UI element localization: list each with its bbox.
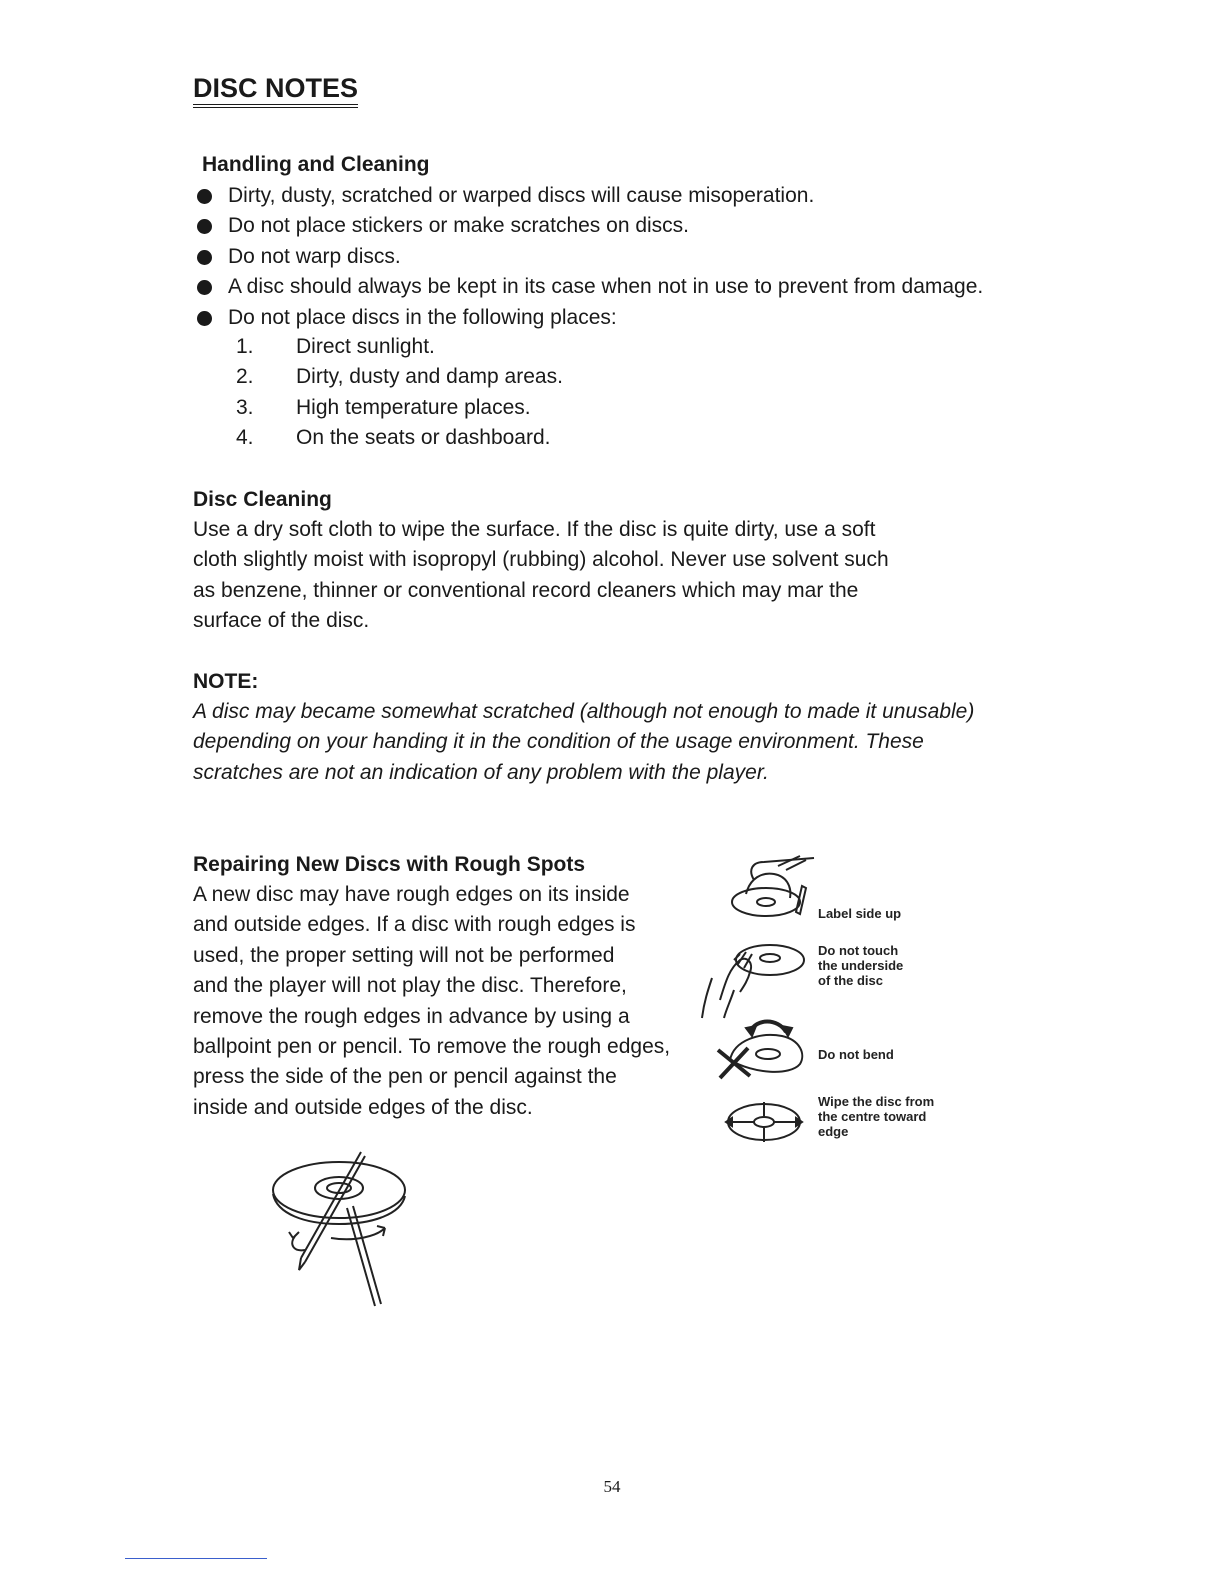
note-paragraph	[193, 697, 1013, 788]
label-side-up-icon	[732, 856, 814, 916]
list-text: Direct sunlight.	[296, 335, 435, 358]
text-line: and the player will not play the disc. Therefore,	[193, 974, 627, 998]
repair-paragraph	[193, 880, 693, 1123]
text-line: surface of the disc.	[193, 609, 370, 633]
repair-heading: Repairing New Discs with Rough Spots	[193, 853, 586, 876]
text-line: scratches are not an indication of any problem with the player.	[193, 760, 769, 784]
list-number: 4.	[236, 426, 254, 450]
footer-rule	[125, 1558, 267, 1559]
text-line: ballpoint pen or pencil. To remove the rough edges,	[193, 1035, 671, 1059]
list-item: A disc should always be kept in its case when not in use to prevent from damage.	[195, 272, 983, 302]
text-line: cloth slightly moist with isopropyl (rubbing) alcohol. Never use solvent such	[193, 548, 889, 572]
caption-line: Wipe the disc from	[818, 1094, 935, 1109]
list-text: Dirty, dusty and damp areas.	[296, 365, 563, 389]
text-line: depending on your handing it in the condition of the usage environment. These	[193, 730, 924, 754]
caption-line: of the disc	[818, 973, 884, 988]
list-number: 1.	[236, 335, 254, 358]
page-title: DISC NOTES	[193, 72, 358, 108]
list-item: Dirty, dusty, scratched or warped discs will cause misoperation.	[195, 181, 983, 211]
wipe-disc-icon	[726, 1102, 802, 1142]
text-line: A new disc may have rough edges on its inside	[193, 883, 630, 906]
list-item: Do not warp discs.	[195, 242, 983, 272]
list-item: Do not place stickers or make scratches on discs.	[195, 211, 983, 241]
cleaning-heading: Disc Cleaning	[193, 488, 332, 511]
caption-line: the centre toward	[818, 1109, 927, 1124]
list-number: 2.	[236, 365, 254, 389]
caption-line: the underside	[818, 958, 904, 973]
label-side-up-caption: Label side up	[818, 906, 902, 921]
note-heading: NOTE:	[193, 670, 259, 693]
do-not-touch-caption	[818, 943, 903, 988]
places-list	[236, 332, 563, 454]
list-item	[236, 393, 563, 423]
list-item: Do not place discs in the following places:	[195, 303, 983, 333]
text-line: inside and outside edges of the disc.	[193, 1095, 533, 1119]
list-text: High temperature places.	[296, 395, 531, 419]
do-not-bend-icon	[718, 1022, 802, 1079]
list-text: On the seats or dashboard.	[296, 426, 551, 450]
wipe-caption	[818, 1094, 934, 1139]
handling-heading: Handling and Cleaning	[202, 153, 430, 176]
text-line: press the side of the pen or pencil against the	[193, 1065, 617, 1089]
handling-bullet-list	[195, 181, 983, 333]
do-not-touch-icon	[702, 945, 804, 1018]
text-line: and outside edges. If a disc with rough edges is	[193, 913, 636, 937]
text-line: remove the rough edges in advance by using a	[193, 1004, 630, 1028]
caption-line: edge	[818, 1124, 849, 1139]
list-item	[236, 362, 563, 392]
list-item	[236, 332, 563, 362]
text-line: Use a dry soft cloth to wipe the surface. If the disc is quite dirty, use a soft	[193, 518, 876, 541]
do-not-bend-caption: Do not bend	[818, 1047, 894, 1062]
disc-pen-icon	[265, 1148, 425, 1318]
list-item	[236, 423, 563, 453]
caption-line: Do not touch	[818, 943, 899, 958]
text-line: as benzene, thinner or conventional record cleaners which may mar the	[193, 578, 859, 602]
text-line: A disc may became somewhat scratched (although not enough to made it unusable)	[193, 700, 975, 723]
cleaning-paragraph	[193, 515, 953, 637]
list-number: 3.	[236, 395, 254, 419]
text-line: used, the proper setting will not be performed	[193, 943, 615, 967]
page-number: 54	[603, 1477, 621, 1496]
